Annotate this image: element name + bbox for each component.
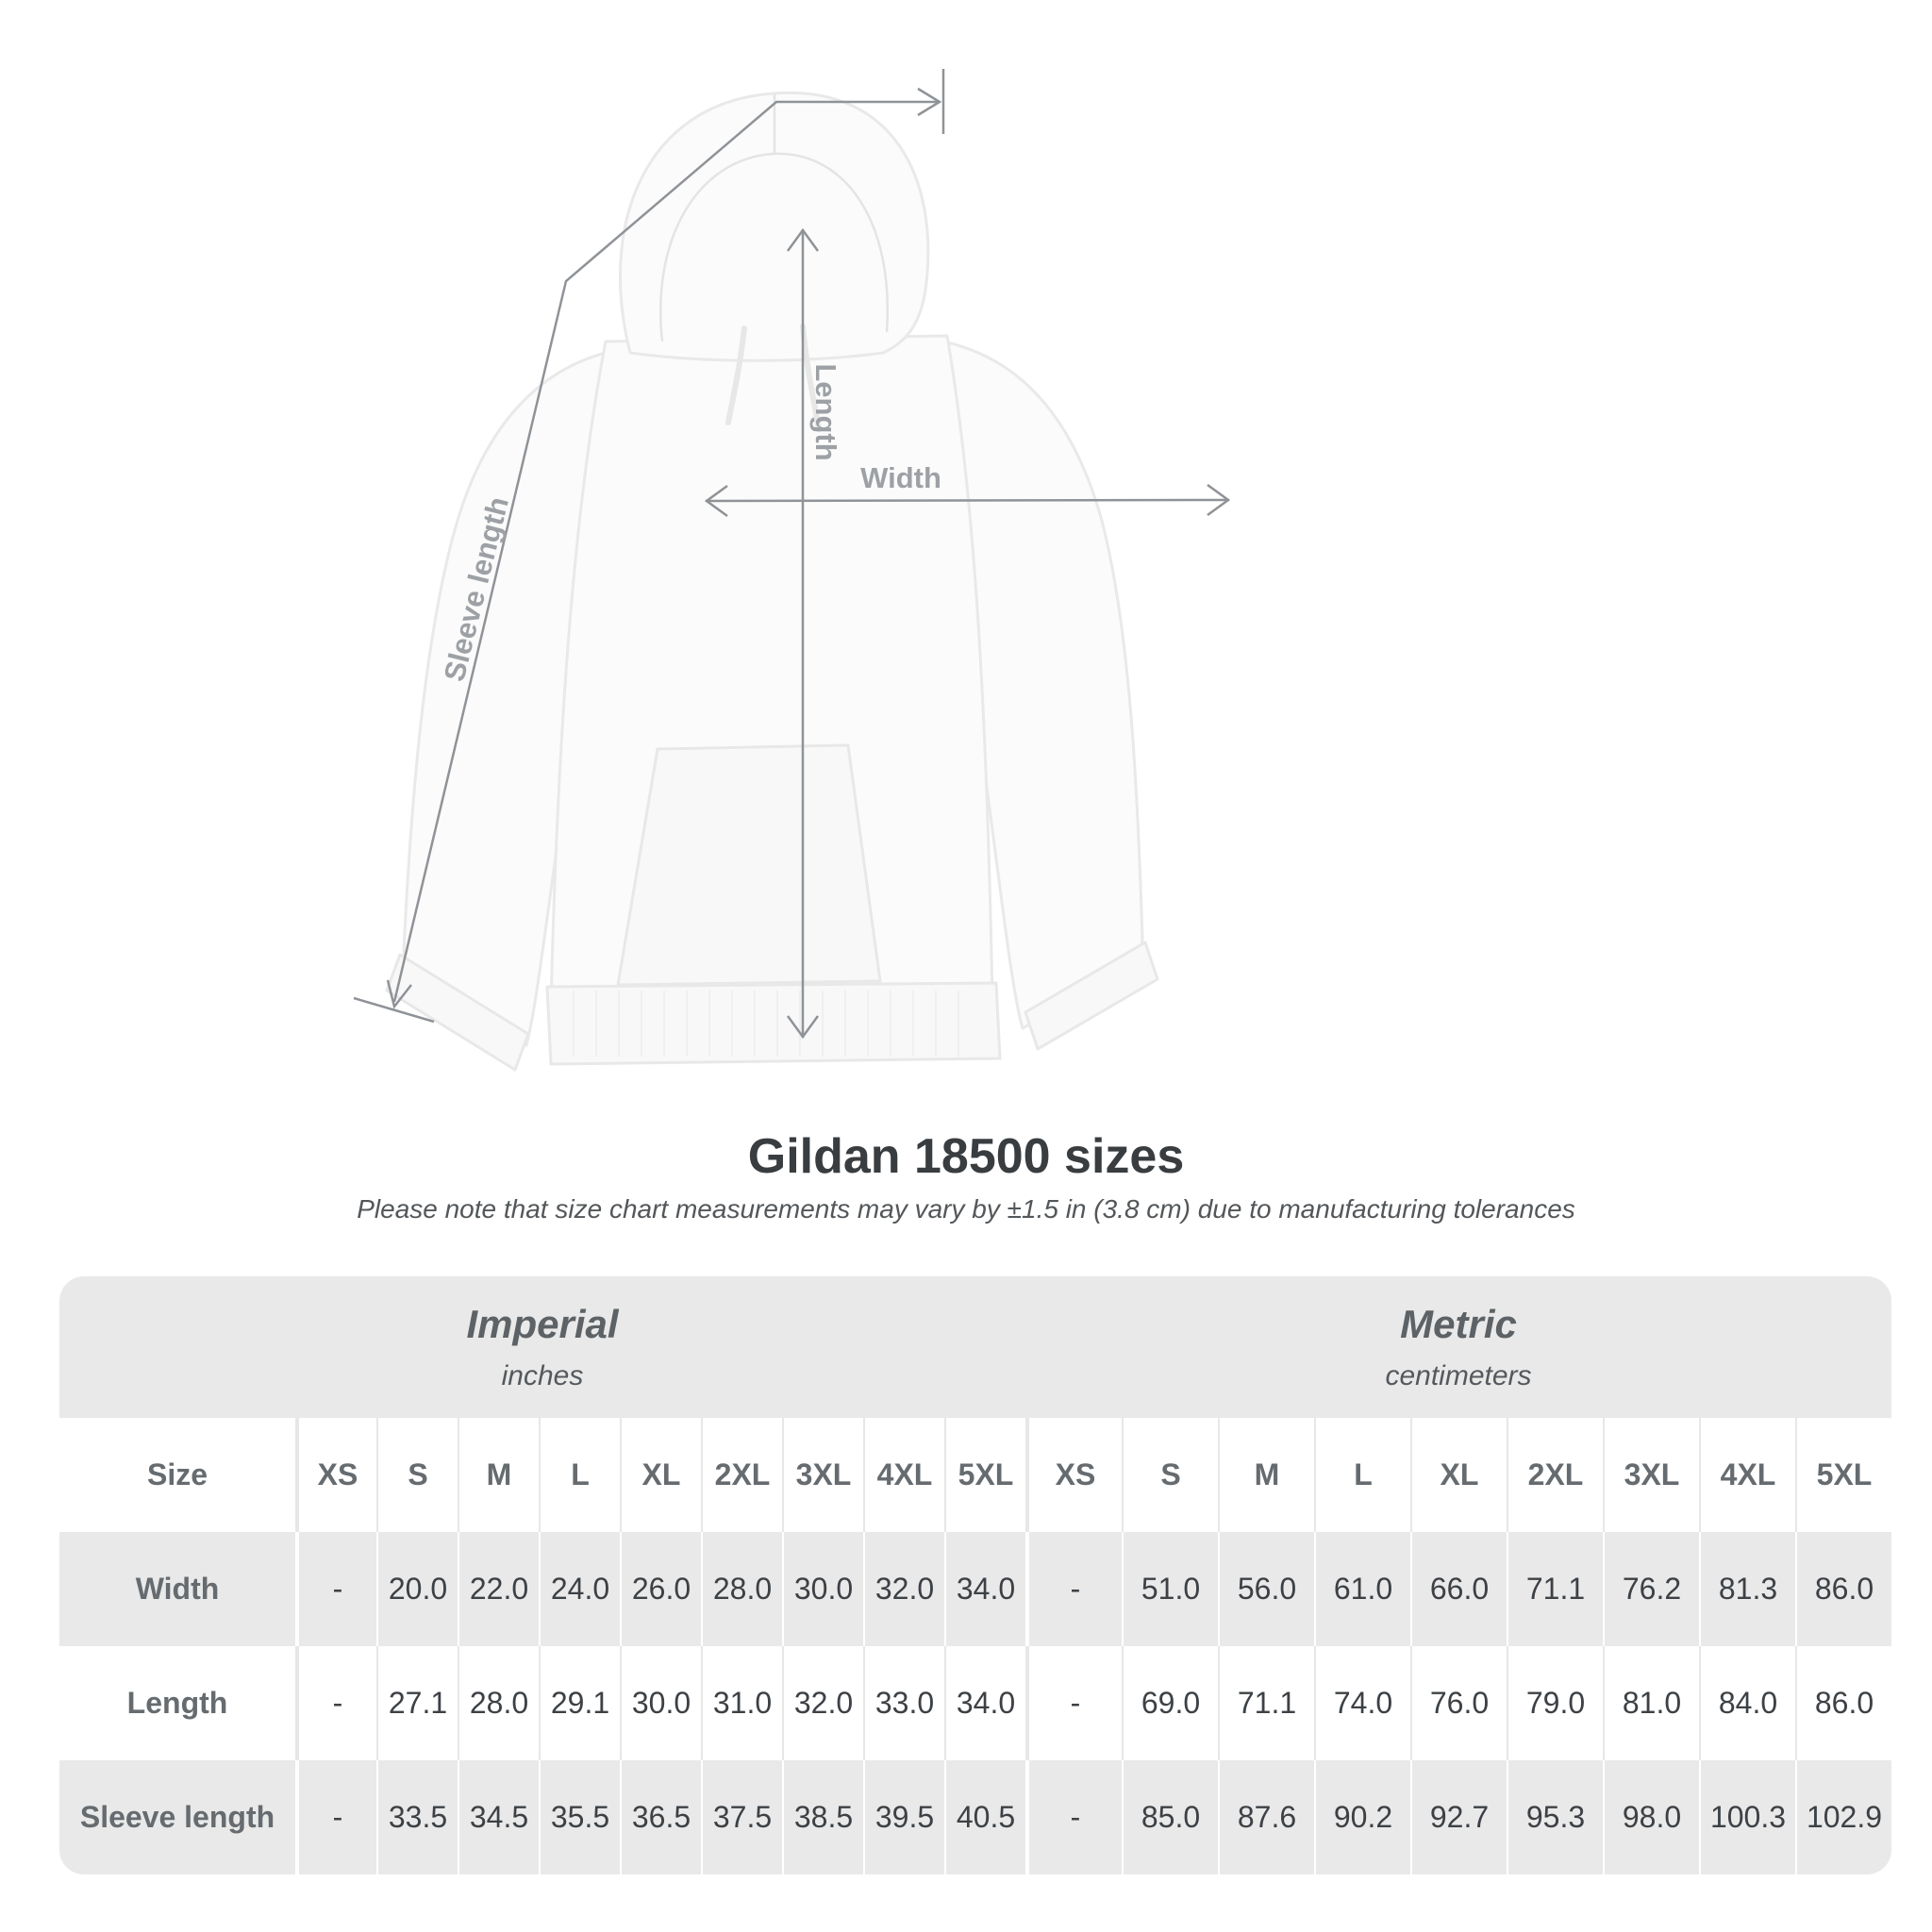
- column-header: 4XL: [863, 1418, 944, 1532]
- table-cell: 102.9: [1795, 1760, 1891, 1874]
- table-cell: 61.0: [1314, 1532, 1410, 1646]
- width-measure-label: Width: [860, 461, 941, 494]
- tolerance-note: Please note that size chart measurements may vary by ±1.5 in (3.8 cm) due to manufacturing tolerances: [357, 1194, 1575, 1224]
- table-cell: 79.0: [1507, 1646, 1603, 1760]
- table-cell: 24.0: [539, 1532, 620, 1646]
- table-cell: 69.0: [1122, 1646, 1218, 1760]
- imperial-label: Imperial: [466, 1302, 619, 1346]
- column-header: M: [1218, 1418, 1314, 1532]
- table-cell: 33.0: [863, 1646, 944, 1760]
- table-cell: 85.0: [1122, 1760, 1218, 1874]
- column-header: XS: [1025, 1418, 1122, 1532]
- imperial-group-header: [59, 1276, 1025, 1418]
- table-cell: 81.0: [1603, 1646, 1699, 1760]
- column-header: XL: [620, 1418, 701, 1532]
- width-line: [706, 500, 1229, 501]
- table-cell: 32.0: [863, 1532, 944, 1646]
- table-cell: 40.5: [944, 1760, 1025, 1874]
- table-cell: 36.5: [620, 1760, 701, 1874]
- table-cell: 56.0: [1218, 1532, 1314, 1646]
- table-cell: 34.0: [944, 1532, 1025, 1646]
- table-cell: 76.0: [1410, 1646, 1507, 1760]
- table-cell: 34.5: [458, 1760, 539, 1874]
- table-cell: 51.0: [1122, 1532, 1218, 1646]
- table-cell: -: [295, 1646, 376, 1760]
- table-cell: 28.0: [701, 1532, 782, 1646]
- table-cell: 71.1: [1507, 1532, 1603, 1646]
- unit-header-band: [59, 1276, 1891, 1418]
- table-cell: 100.3: [1699, 1760, 1795, 1874]
- row-label-sleeve-length: Sleeve length: [79, 1800, 275, 1834]
- metric-label: Metric: [1400, 1302, 1517, 1346]
- table-cell: 32.0: [782, 1646, 863, 1760]
- table-cell: 71.1: [1218, 1646, 1314, 1760]
- table-cell: -: [1025, 1646, 1122, 1760]
- table-cell: 74.0: [1314, 1646, 1410, 1760]
- table-cell: -: [1025, 1760, 1122, 1874]
- column-header: 4XL: [1699, 1418, 1795, 1532]
- table-cell: -: [295, 1532, 376, 1646]
- column-header: M: [458, 1418, 539, 1532]
- table-row-sizes: [59, 1418, 1891, 1532]
- table-cell: 37.5: [701, 1760, 782, 1874]
- length-measure-label: Length: [809, 363, 842, 461]
- table-cell: 81.3: [1699, 1532, 1795, 1646]
- table-cell: 86.0: [1795, 1532, 1891, 1646]
- table-row-width: [59, 1532, 1891, 1646]
- hoodie-waistband: [547, 983, 1000, 1064]
- table-cell: 39.5: [863, 1760, 944, 1874]
- table-cell: 30.0: [782, 1532, 863, 1646]
- table-cell: 87.6: [1218, 1760, 1314, 1874]
- metric-group-header: [1025, 1276, 1891, 1418]
- table-cell: 34.0: [944, 1646, 1025, 1760]
- table-cell: -: [295, 1760, 376, 1874]
- column-header: 5XL: [1795, 1418, 1891, 1532]
- sleeve-length-measure-label: Sleeve length: [437, 493, 515, 685]
- table-cell: 27.1: [376, 1646, 458, 1760]
- table-cell: 30.0: [620, 1646, 701, 1760]
- column-header: 2XL: [701, 1418, 782, 1532]
- table-cell: 95.3: [1507, 1760, 1603, 1874]
- column-header: XL: [1410, 1418, 1507, 1532]
- table-row-length: [59, 1646, 1891, 1760]
- column-header: L: [1314, 1418, 1410, 1532]
- table-cell: 86.0: [1795, 1646, 1891, 1760]
- hoodie-pocket: [618, 745, 880, 985]
- table-cell: 66.0: [1410, 1532, 1507, 1646]
- size-row-header: Size: [146, 1457, 208, 1491]
- table-cell: 31.0: [701, 1646, 782, 1760]
- table-cell: 90.2: [1314, 1760, 1410, 1874]
- hoodie-illustration: [387, 92, 1158, 1070]
- table-cell: 38.5: [782, 1760, 863, 1874]
- column-header: S: [1122, 1418, 1218, 1532]
- table-cell: 92.7: [1410, 1760, 1507, 1874]
- table-row-sleeve-length: [59, 1760, 1891, 1874]
- page-title: Gildan 18500 sizes: [747, 1129, 1185, 1184]
- size-table: [59, 1276, 1891, 1874]
- column-header: S: [376, 1418, 458, 1532]
- metric-unit-label: centimeters: [1385, 1360, 1532, 1391]
- column-header: XS: [295, 1418, 376, 1532]
- table-cell: 76.2: [1603, 1532, 1699, 1646]
- column-header: 2XL: [1507, 1418, 1603, 1532]
- table-cell: 20.0: [376, 1532, 458, 1646]
- row-label-width: Width: [135, 1572, 220, 1606]
- table-cell: 26.0: [620, 1532, 701, 1646]
- table-cell: -: [1025, 1532, 1122, 1646]
- table-cell: 35.5: [539, 1760, 620, 1874]
- table-cell: 98.0: [1603, 1760, 1699, 1874]
- row-label-length: Length: [126, 1686, 228, 1720]
- column-header: L: [539, 1418, 620, 1532]
- imperial-unit-label: inches: [501, 1360, 584, 1391]
- column-header: 3XL: [782, 1418, 863, 1532]
- column-header: 5XL: [944, 1418, 1025, 1532]
- table-cell: 22.0: [458, 1532, 539, 1646]
- table-cell: 84.0: [1699, 1646, 1795, 1760]
- column-header: 3XL: [1603, 1418, 1699, 1532]
- table-cell: 33.5: [376, 1760, 458, 1874]
- table-cell: 29.1: [539, 1646, 620, 1760]
- table-cell: 28.0: [458, 1646, 539, 1760]
